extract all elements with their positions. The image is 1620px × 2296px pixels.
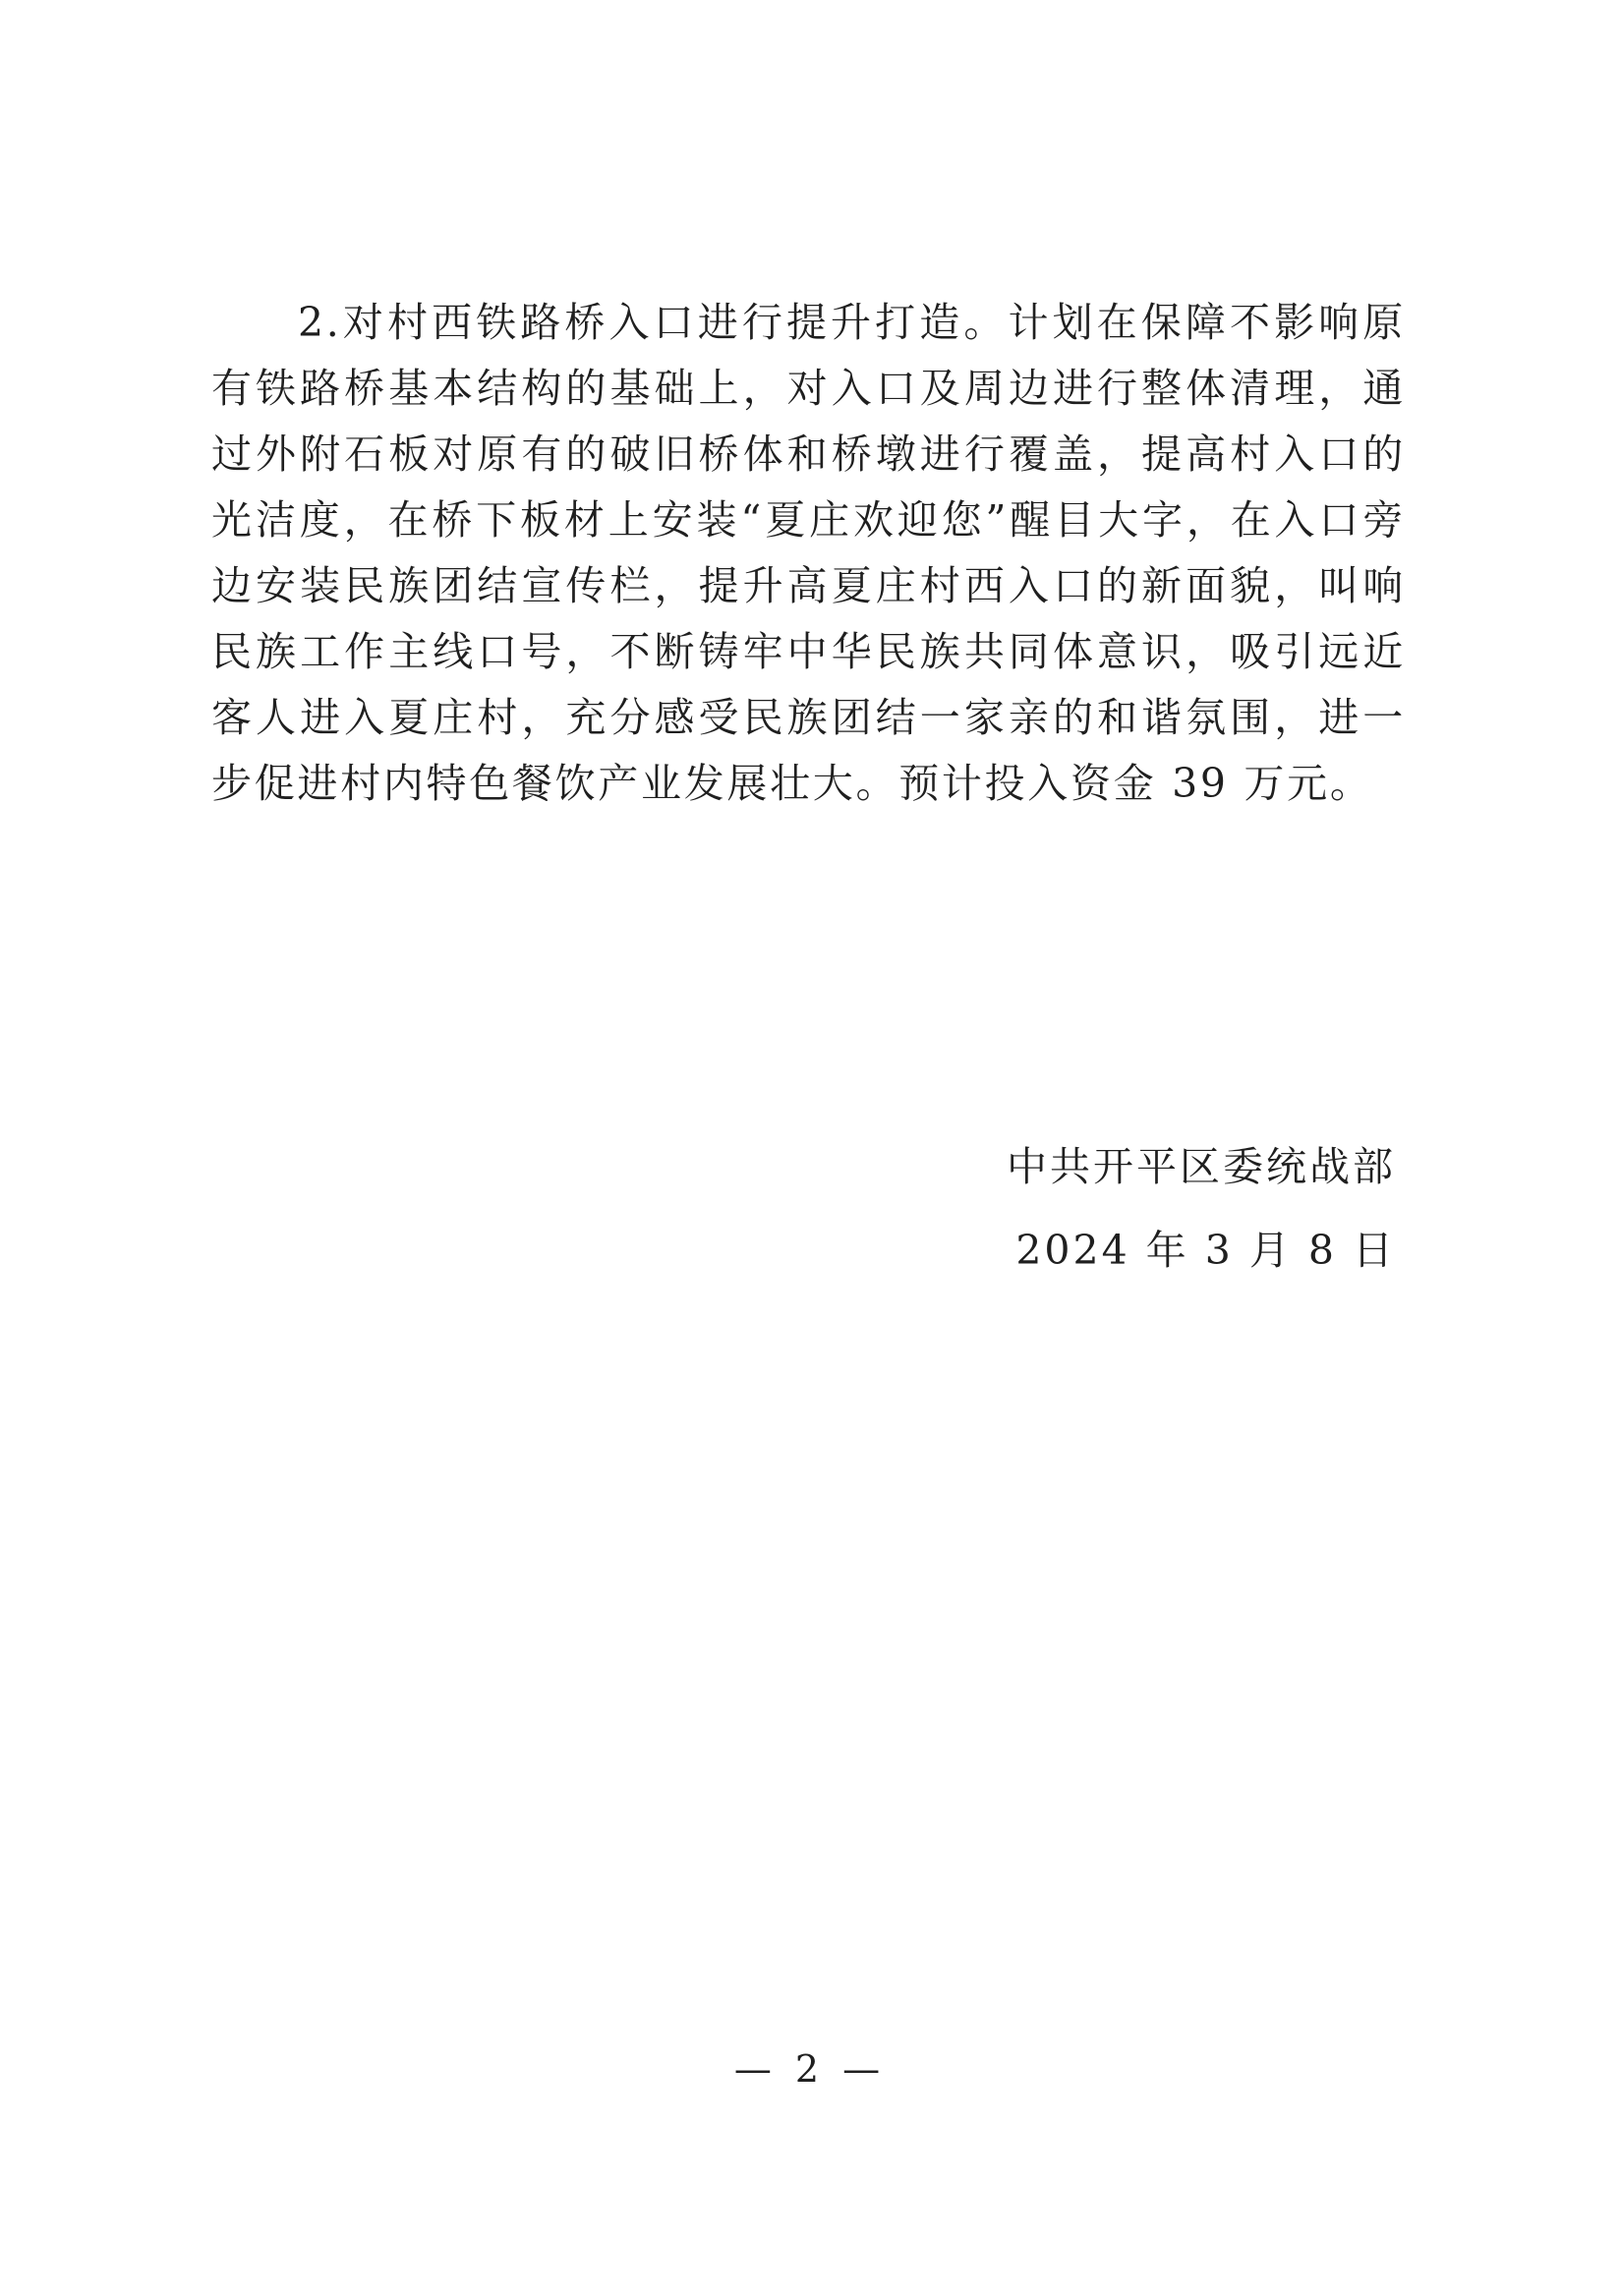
page-number: — 2 — [733,2047,887,2091]
signature-organization: 中共开平区委统战部 [1007,1143,1396,1190]
signature-block [1007,1125,1396,1292]
body-paragraph: 2.对村西铁路桥入口进行提升打造。计划在保障不影响原有铁路桥基本结构的基础上，对入口及周边进行整体清理，通过外附石板对原有的破旧桥体和桥墩进行覆盖，提高村入口的光洁度，在桥下板材上安装“夏庄欢迎您”醒目大字，在入口旁边安装民族团结宣传栏，提升高夏庄村西入口的新面貌，叫响民族工作主线口号，不断铸牢中华民族共同体意识，吸引远近客人进入夏庄村，充分感受民族团结一家亲的和谐氛围，进一步促进村内特色餐饮产业发展壮大。预计投入资金 39 万元。 [211,299,1406,807]
signature-date: 2024 年 3 月 8 日 [1015,1227,1396,1274]
